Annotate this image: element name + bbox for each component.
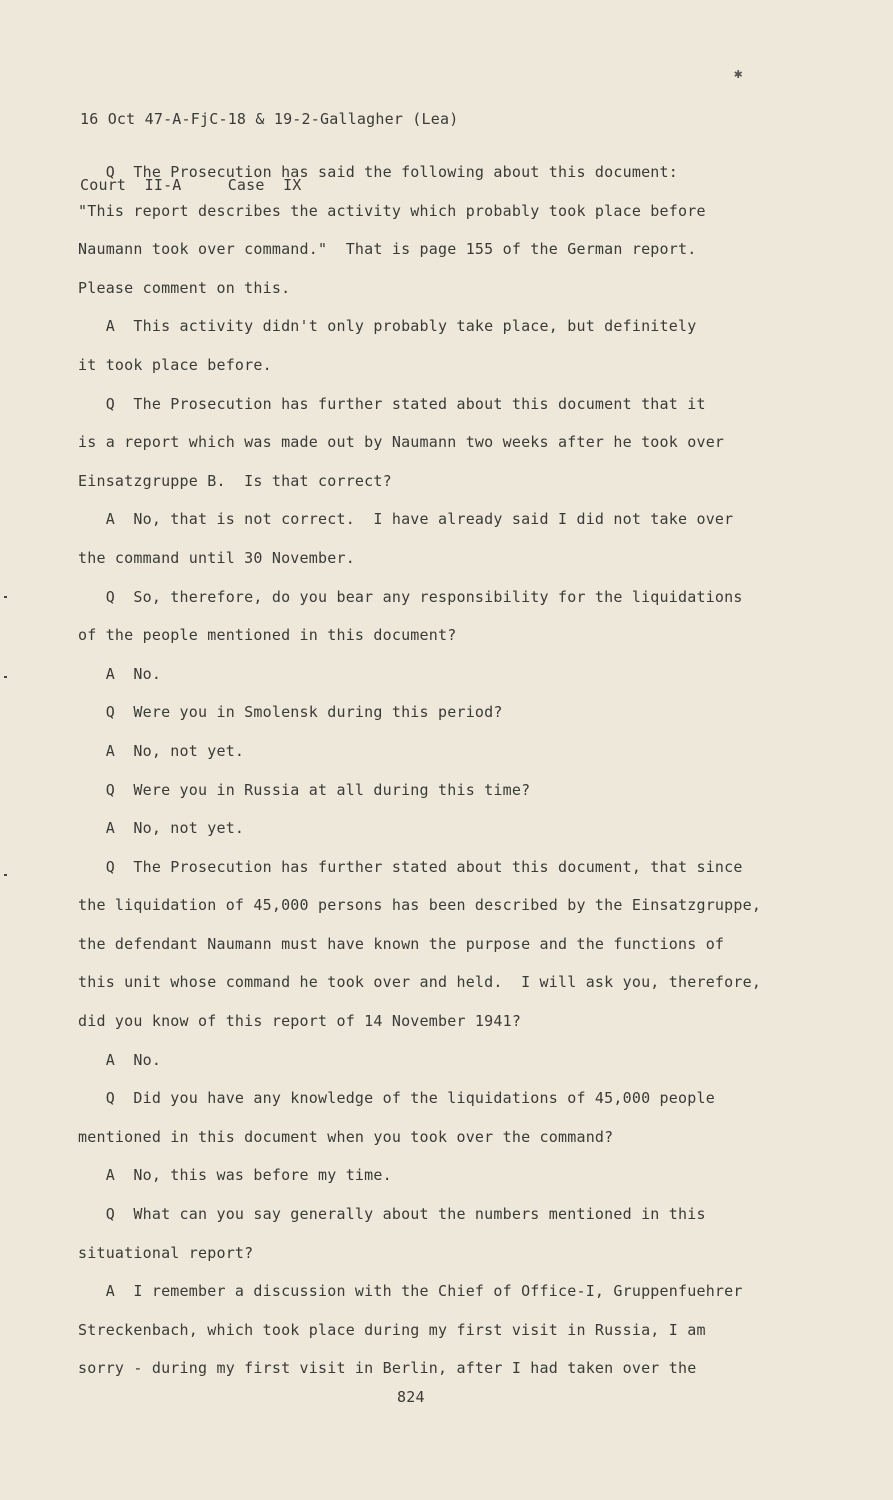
transcript-line: Q The Prosecution has further stated about this document, that since xyxy=(78,857,743,876)
transcript-line: Naumann took over command." That is page 155 of the German report. xyxy=(78,240,697,259)
transcript-line: Q So, therefore, do you bear any responsibility for the liquidations xyxy=(78,587,743,606)
transcript-line: is a report which was made out by Naumann two weeks after he took over xyxy=(78,433,725,452)
transcript-line: this unit whose command he took over and held. I will ask you, therefore, xyxy=(78,973,762,992)
margin-mark xyxy=(4,874,7,876)
transcript-line: Q What can you say generally about the numbers mentioned in this xyxy=(78,1205,706,1224)
transcript-line: the command until 30 November. xyxy=(78,548,355,567)
stamp-mark-icon: ✱ xyxy=(734,66,743,82)
header-court-case-line: Court II-A Case IX xyxy=(80,176,302,194)
page-number: 824 xyxy=(397,1388,425,1406)
margin-mark xyxy=(4,596,7,598)
transcript-line: A No, that is not correct. I have already said I did not take over xyxy=(78,510,734,529)
transcript-line: "This report describes the activity which probably took place before xyxy=(78,201,706,220)
transcript-line: Q Were you in Smolensk during this period? xyxy=(78,703,503,722)
transcript-line: Einsatzgruppe B. Is that correct? xyxy=(78,471,392,490)
transcript-line: Streckenbach, which took place during my first visit in Russia, I am xyxy=(78,1320,706,1339)
transcript-line: Q Were you in Russia at all during this time? xyxy=(78,780,531,799)
transcript-line: A No, not yet. xyxy=(78,819,245,838)
transcript-line: Q Did you have any knowledge of the liquidations of 45,000 people xyxy=(78,1089,715,1108)
transcript-line: A No, not yet. xyxy=(78,741,245,760)
transcript-line: A No. xyxy=(78,664,162,683)
transcript-line: A I remember a discussion with the Chief of Office-I, Gruppenfuehrer xyxy=(78,1282,743,1301)
transcript-line: it took place before. xyxy=(78,355,272,374)
transcript-line: the defendant Naumann must have known the purpose and the functions of xyxy=(78,934,725,953)
transcript-line: the liquidation of 45,000 persons has been described by the Einsatzgruppe, xyxy=(78,896,762,915)
transcript-line: A This activity didn't only probably take place, but definitely xyxy=(78,317,697,336)
transcript-line: did you know of this report of 14 November 1941? xyxy=(78,1012,522,1031)
transcript-line: mentioned in this document when you took over the command? xyxy=(78,1127,614,1146)
transcript-body xyxy=(78,158,798,1393)
transcript-line: A No, this was before my time. xyxy=(78,1166,392,1185)
transcript-line: of the people mentioned in this document? xyxy=(78,626,457,645)
margin-mark xyxy=(4,676,7,678)
header-reference-line: 16 Oct 47-A-FjC-18 & 19-2-Gallagher (Lea) xyxy=(80,110,459,128)
transcript-line: Q The Prosecution has further stated about this document that it xyxy=(78,394,706,413)
transcript-line: A No. xyxy=(78,1050,162,1069)
transcript-line: sorry - during my first visit in Berlin, after I had taken over the xyxy=(78,1359,697,1378)
transcript-line: situational report? xyxy=(78,1243,254,1262)
transcript-line: Q The Prosecution has said the following about this document: xyxy=(78,163,678,181)
transcript-line: Please comment on this. xyxy=(78,278,291,297)
